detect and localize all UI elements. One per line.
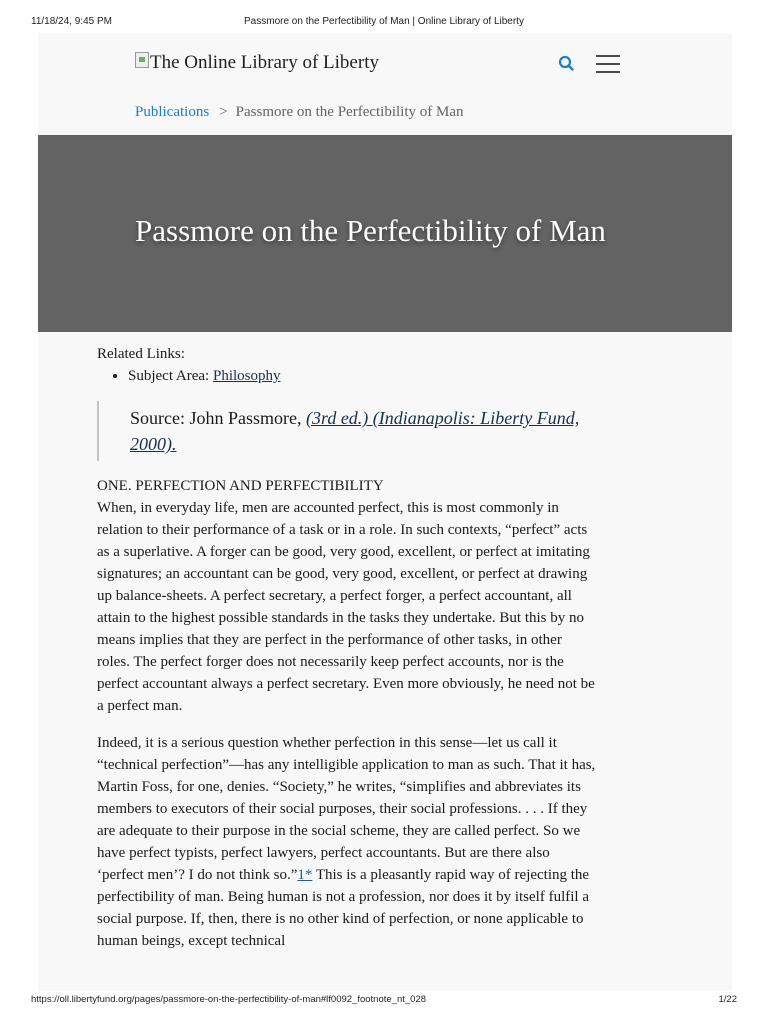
- article-paragraph: [97, 732, 597, 952]
- article-paragraph: When, in everyday life, men are accounted perfect, this is most commonly in relation to their performance of a task or in a role. In such contexts, “perfect” acts as a superlative. A forger can be good, very good, excellent, or perfect at imitating signatures; an accountant can be good, very good, excellent, or perfect at drawing up balance-sheets. A perfect secretary, a perfect forger, a perfect accountant, all attain to the highest possible standards in the tasks they undertake. But this by no means implies that they are perfect in the performance of other tasks, in other roles. The perfect forger does not necessarily keep perfect accounts, nor is the perfect accountant always a perfect secretary. Even more obviously, he need not be a perfect man.: [97, 500, 595, 714]
- breadcrumb-current: Passmore on the Perfectibility of Man: [235, 104, 464, 120]
- search-button[interactable]: [556, 53, 578, 75]
- related-link-prefix: Subject Area:: [128, 368, 213, 384]
- page-title: Passmore on the Perfectibility of Man: [135, 213, 606, 248]
- paragraph-text: This is a pleasantly rapid way of rejecting the perfectibility of man. Being human is not a profession, nor does it by itself fulfil a social purpose. If, then, there is no other kind of perfection, or none applicable to human beings, except technical: [97, 867, 590, 949]
- print-header: [0, 16, 768, 30]
- list-item: [128, 365, 597, 387]
- site-logo-alt-text: The Online Library of Liberty: [150, 52, 379, 73]
- subject-philosophy-link[interactable]: Philosophy: [212, 368, 281, 384]
- related-links-list: [97, 365, 597, 387]
- site-logo-link[interactable]: [135, 50, 379, 76]
- hamburger-menu-icon: [596, 63, 620, 65]
- hero-banner: [38, 135, 732, 332]
- menu-button[interactable]: [596, 53, 620, 75]
- source-blockquote: [97, 401, 597, 461]
- print-page-title: Passmore on the Perfectibility of Man | Online Library of Liberty: [244, 16, 524, 27]
- hamburger-menu-icon: [596, 55, 620, 57]
- related-links-heading: Related Links:: [97, 346, 185, 362]
- main-content: [97, 343, 597, 967]
- breadcrumb-separator: >: [219, 104, 228, 120]
- site-header: [38, 33, 732, 93]
- hamburger-menu-icon: [596, 71, 620, 73]
- search-icon: [556, 53, 578, 75]
- print-url: https://oll.libertyfund.org/pages/passmore-on-the-perfectibility-of-man#lf0092_footnote_nt_028: [31, 994, 427, 1005]
- section-heading: ONE. PERFECTION AND PERFECTIBILITY: [97, 478, 384, 494]
- paragraph-text: Indeed, it is a serious question whether perfection in this sense—let us call it “technical perfection”—has any intelligible application to man as such. That it has, Martin Foss, for one, denies. “Society,” he writes, “simplifies and abbreviates its members to executors of their social purposes, their social professions. . . . If they are adequate to their purpose in the social scheme, they are called perfect. So we have perfect typists, perfect lawyers, perfect accountants. But are there also ‘perfect men’? I do not think so.”: [97, 735, 596, 883]
- breadcrumb-publications-link[interactable]: Publications: [135, 104, 210, 120]
- broken-image-icon: [135, 52, 149, 68]
- breadcrumb: [135, 104, 464, 121]
- source-prefix: Source: John Passmore,: [130, 408, 306, 428]
- print-page-count: 1/22: [718, 994, 737, 1005]
- footnote-link[interactable]: 1*: [297, 867, 313, 883]
- source-edition-link[interactable]: (3rd ed.) (Indianapolis: Liberty Fund, 2000).: [130, 408, 580, 454]
- print-datetime: 11/18/24, 9:45 PM: [31, 16, 112, 27]
- print-footer: [0, 994, 768, 1008]
